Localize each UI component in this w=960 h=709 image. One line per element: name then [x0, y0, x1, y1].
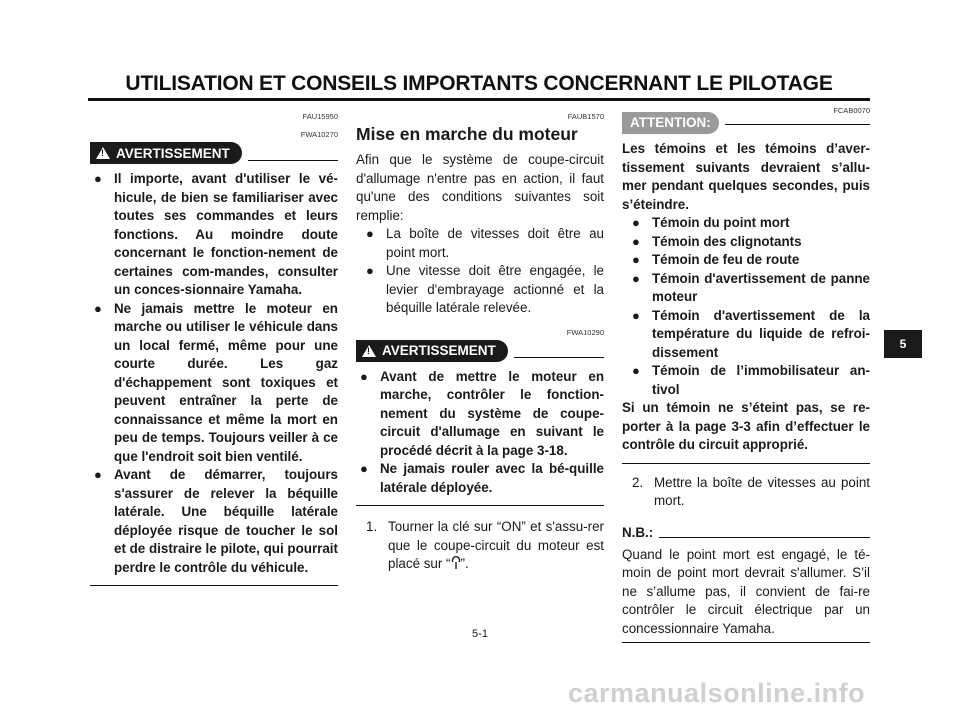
warning-triangle-icon [96, 147, 110, 159]
bullet-icon: ● [632, 215, 640, 230]
warning-label: AVERTISSEMENT [382, 343, 496, 358]
step-2: 2. Mettre la boîte de vitesses au point mort. [632, 474, 870, 508]
warning-bullet: ● Il importe, avant d'utiliser le vé-hicule, de bien se familiariser avec toutes ses commandes et leurs fonctions. Au moindre doute concernant le fonction-nement de certaines com-mandes, consulter un conces-sionnaire Yamaha. [90, 170, 338, 300]
condition-item: ● La boîte de vitesses doit être au point mort. [356, 225, 604, 262]
step-1: 1. Tourner la clé sur “ON” et s'assu-rer que le coupe-circuit du moteur est placé sur “ ”. [366, 519, 604, 571]
watermark: carmanualsonline.info [568, 678, 866, 708]
bullet-icon: ● [360, 461, 368, 476]
ref-code: FWA10270 [300, 130, 338, 139]
bullet-icon: ● [94, 467, 102, 482]
attention-intro: Les témoins et les témoins d’aver-tissement suivants devraient s’allu-mer pendant quelques secondes, puis s’éteindre. [622, 141, 870, 212]
warning-banner [90, 142, 338, 164]
ref-code: FAU15950 [302, 112, 338, 121]
warning-bullet: ● Ne jamais mettre le moteur en marche ou utiliser le véhicule dans un local fermé, même pour une courte durée. Les gaz d'échappement sont toxiques et peuvent entraîner la perte de connaissance et même la mort en peu de temps. Toujours veiller à ce que l'endroit soit bien ventilé. [90, 300, 338, 467]
ref-code: FWA10290 [566, 327, 604, 337]
section-title: Mise en marche du moteur [356, 124, 578, 144]
condition-item: ● Une vitesse doit être engagée, le levier d'embrayage actionné et la béquille latérale relevée. [356, 262, 604, 318]
warning-bullet: ● Avant de démarrer, toujours s'assurer de relever la béquille latérale. Une béquille latérale déployée risque de toucher le sol et de distraire le pilote, qui pourrait perdre le contrôle du véhicule. [90, 466, 338, 577]
bullet-icon: ● [632, 270, 640, 286]
ref-code: FAUB1570 [567, 112, 604, 121]
bullet-icon: ● [632, 307, 640, 323]
bullet-icon: ● [632, 233, 640, 249]
warning-bullet: ● Avant de mettre le moteur en marche, contrôler le fonction-nement du système de coupe-circuit d'allumage en suivant le procédé décrit à la page 3-18. [356, 368, 604, 461]
page-header-title: UTILISATION ET CONSEILS IMPORTANTS CONCERNANT LE PILOTAGE [125, 72, 833, 95]
bullet-icon: ● [632, 363, 640, 378]
indicator-item: ● Témoin du point mort [628, 214, 870, 233]
indicator-item: ● Témoin de l’immobilisateur an-tivol [628, 362, 870, 399]
bullet-icon: ● [360, 368, 368, 384]
indicator-item: ● Témoin d'avertissement de la température du liquide de refroi-dissement [628, 307, 870, 363]
warning-end-rule [356, 505, 604, 506]
attention-end-rule [622, 463, 870, 464]
column-left [90, 112, 338, 586]
warning-bullet: ● Ne jamais rouler avec la bé-quille latérale déployée. [356, 460, 604, 497]
ref-code: FCAB0070 [833, 106, 870, 115]
warning-triangle-icon [362, 345, 376, 357]
note-text: Quand le point mort est engagé, le té-moin de point mort devrait s'allumer. S’il ne s’allume pas, il convient de fai-re contrôler le circuit électrique par un concessionnaire Yamaha. [622, 546, 870, 636]
attention-label: ATTENTION: [622, 112, 719, 134]
bullet-icon: ● [632, 252, 640, 267]
page-number: 5-1 [472, 628, 488, 640]
indicator-item: ● Témoin des clignotants [628, 233, 870, 252]
column-right [622, 106, 870, 643]
header-rule [88, 98, 870, 101]
bullet-icon: ● [94, 300, 102, 316]
warning-banner [356, 340, 604, 362]
indicator-item: ● Témoin d'avertissement de panne moteur [628, 270, 870, 307]
attention-outro: Si un témoin ne s’éteint pas, se re-porter à la page 3-3 afin d’effectuer le contrôle du circuit approprié. [622, 400, 870, 452]
note-header: N.B.: [622, 525, 870, 540]
bullet-icon: ● [94, 171, 102, 186]
engine-stop-switch-icon [451, 556, 461, 569]
warning-label: AVERTISSEMENT [116, 145, 230, 161]
warning-end-rule [90, 585, 338, 586]
column-middle [356, 112, 604, 574]
note-end-rule [622, 642, 870, 643]
bullet-icon: ● [366, 226, 374, 241]
chapter-tab: 5 [884, 330, 922, 358]
intro-paragraph: Afin que le système de coupe-circuit d'allumage n'entre pas en action, il faut qu'une des conditions suivantes soit remplie: [356, 152, 604, 223]
indicator-item: ● Témoin de feu de route [628, 251, 870, 270]
bullet-icon: ● [366, 263, 374, 278]
